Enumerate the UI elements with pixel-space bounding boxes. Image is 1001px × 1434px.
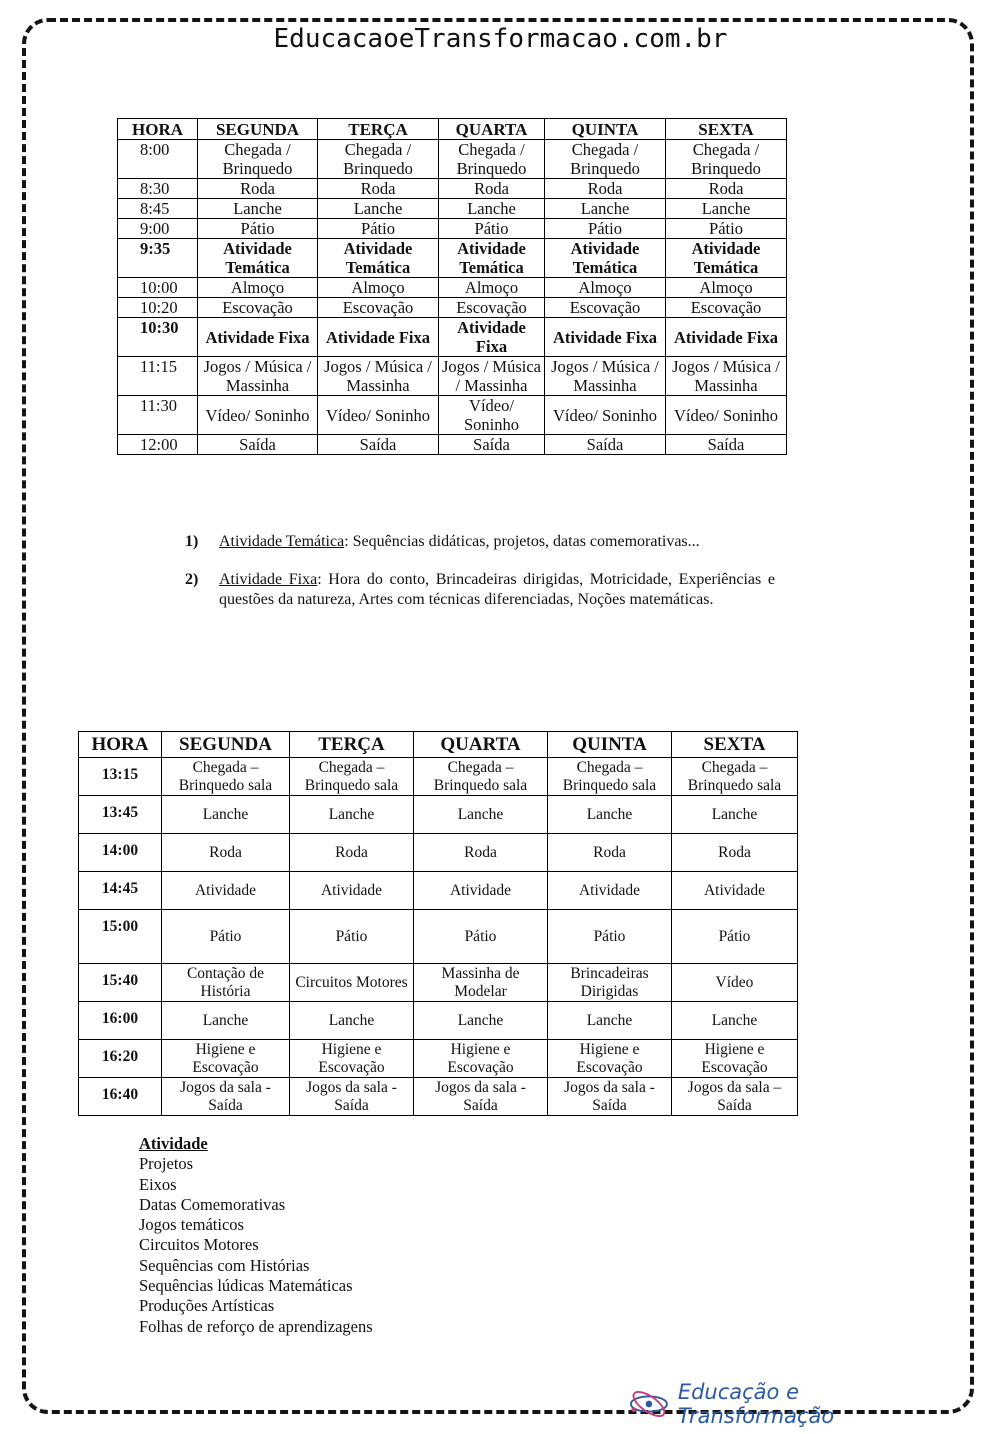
hour-cell: 13:15	[79, 758, 162, 796]
afternoon-schedule-table	[78, 731, 798, 1116]
activity-cell: Higiene e Escovação	[290, 1040, 414, 1078]
activity-cell: Roda	[439, 179, 545, 199]
table-row	[79, 1002, 798, 1040]
list-item: Sequências lúdicas Matemáticas	[139, 1276, 353, 1296]
list-item: Jogos temáticos	[139, 1215, 244, 1235]
activity-cell: Lanche	[548, 796, 672, 834]
table-row	[79, 872, 798, 910]
activity-cell: Jogos / Música / Massinha	[318, 357, 439, 396]
table-row	[118, 357, 787, 396]
note-text	[219, 570, 775, 610]
activity-cell: Lanche	[548, 1002, 672, 1040]
hour-cell: 10:20	[118, 298, 198, 318]
activity-cell: Chegada / Brinquedo	[318, 140, 439, 179]
activity-cell: Lanche	[414, 796, 548, 834]
activity-cell: Atividade Fixa	[666, 318, 787, 357]
activity-cell: Roda	[290, 834, 414, 872]
table-row	[79, 910, 798, 964]
activity-cell: Roda	[545, 179, 666, 199]
activity-cell: Jogos / Música / Massinha	[545, 357, 666, 396]
activity-cell: Jogos / Música / Massinha	[666, 357, 787, 396]
activity-cell: Lanche	[318, 199, 439, 219]
activity-cell: Chegada / Brinquedo	[545, 140, 666, 179]
activity-cell: Lanche	[672, 796, 798, 834]
hour-cell: 16:20	[79, 1040, 162, 1078]
list-item: Produções Artísticas	[139, 1296, 275, 1316]
note-item	[185, 532, 775, 552]
activity-cell: Brincadeiras Dirigidas	[548, 964, 672, 1002]
list-item: Sequências com Histórias	[139, 1255, 310, 1275]
activity-cell: Jogos / Música / Massinha	[198, 357, 318, 396]
activity-cell: Vídeo/ Soninho	[545, 396, 666, 435]
hour-cell: 8:45	[118, 199, 198, 219]
hour-cell: 10:00	[118, 278, 198, 298]
hour-cell: 11:15	[118, 357, 198, 396]
activity-cell: Lanche	[198, 199, 318, 219]
table-row	[118, 278, 787, 298]
table-row	[118, 219, 787, 239]
atom-orbit-icon	[628, 1386, 670, 1422]
activity-cell: Vídeo	[672, 964, 798, 1002]
afternoon-col-header: HORA	[79, 732, 162, 758]
table-row	[118, 140, 787, 179]
table-row	[79, 964, 798, 1002]
activity-cell: Atividade Fixa	[198, 318, 318, 357]
activity-cell: Atividade	[672, 872, 798, 910]
morning-col-header: HORA	[118, 119, 198, 140]
activity-cell: Higiene e Escovação	[162, 1040, 290, 1078]
activity-cell: Saída	[318, 435, 439, 455]
activity-cell: Pátio	[414, 910, 548, 964]
activity-cell: Escovação	[545, 298, 666, 318]
hour-cell: 15:40	[79, 964, 162, 1002]
activity-cell: Chegada – Brinquedo sala	[162, 758, 290, 796]
activity-cell: Roda	[666, 179, 787, 199]
table-row	[118, 435, 787, 455]
table-row	[79, 834, 798, 872]
activity-cell: Pátio	[672, 910, 798, 964]
activity-cell: Lanche	[414, 1002, 548, 1040]
activity-cell: Lanche	[290, 1002, 414, 1040]
hour-cell: 16:40	[79, 1078, 162, 1116]
activity-cell: Pátio	[162, 910, 290, 964]
activity-cell: Chegada / Brinquedo	[666, 140, 787, 179]
activity-cell: Lanche	[666, 199, 787, 219]
activity-cell: Vídeo/ Soninho	[439, 396, 545, 435]
note-item	[185, 570, 775, 610]
list-item: Datas Comemorativas	[139, 1194, 286, 1214]
note-description: : Hora do conto, Brincadeiras dirigidas, Motricidade, Experiências e questões da natureza, Artes com técnicas diferenciadas, Noções matemáticas.	[219, 571, 775, 608]
activity-cell: Atividade Temática	[666, 239, 787, 278]
activity-cell: Atividade Temática	[439, 239, 545, 278]
afternoon-col-header: SEGUNDA	[162, 732, 290, 758]
table-row	[118, 199, 787, 219]
activity-cell: Massinha de Modelar	[414, 964, 548, 1002]
activity-cell: Vídeo/ Soninho	[318, 396, 439, 435]
activity-cell: Escovação	[439, 298, 545, 318]
activity-cell: Pátio	[548, 910, 672, 964]
activity-cell: Lanche	[439, 199, 545, 219]
note-description: : Sequências didáticas, projetos, datas comemorativas...	[344, 533, 700, 550]
footer-brand	[628, 1380, 948, 1428]
activity-cell: Atividade Temática	[318, 239, 439, 278]
table-row	[118, 179, 787, 199]
table-row	[79, 1040, 798, 1078]
hour-cell: 8:30	[118, 179, 198, 199]
activity-cell: Circuitos Motores	[290, 964, 414, 1002]
morning-header-row	[118, 119, 787, 140]
activity-cell: Higiene e Escovação	[548, 1040, 672, 1078]
activity-cell: Lanche	[162, 796, 290, 834]
activity-cell: Vídeo/ Soninho	[666, 396, 787, 435]
activity-cell: Almoço	[318, 278, 439, 298]
activity-cell: Chegada – Brinquedo sala	[548, 758, 672, 796]
list-item: Eixos	[139, 1174, 177, 1194]
activity-cell: Pátio	[198, 219, 318, 239]
activity-cell: Almoço	[439, 278, 545, 298]
note-term: Atividade Fixa	[219, 571, 318, 588]
afternoon-col-header: SEXTA	[672, 732, 798, 758]
activity-cell: Atividade Fixa	[318, 318, 439, 357]
activity-list	[139, 1134, 373, 1337]
activity-cell: Jogos da sala - Saída	[414, 1078, 548, 1116]
activity-cell: Roda	[162, 834, 290, 872]
hour-cell: 15:00	[79, 910, 162, 964]
activity-cell: Pátio	[318, 219, 439, 239]
table-row	[118, 396, 787, 435]
hour-cell: 11:30	[118, 396, 198, 435]
morning-col-header: QUINTA	[545, 119, 666, 140]
activity-cell: Contação de História	[162, 964, 290, 1002]
activity-cell: Roda	[672, 834, 798, 872]
activity-cell: Pátio	[666, 219, 787, 239]
activity-cell: Lanche	[162, 1002, 290, 1040]
activity-cell: Chegada / Brinquedo	[198, 140, 318, 179]
activity-cell: Pátio	[439, 219, 545, 239]
activity-cell: Saída	[198, 435, 318, 455]
activity-cell: Roda	[318, 179, 439, 199]
morning-col-header: SEGUNDA	[198, 119, 318, 140]
morning-col-header: QUARTA	[439, 119, 545, 140]
hour-cell: 16:00	[79, 1002, 162, 1040]
activity-cell: Jogos da sala - Saída	[548, 1078, 672, 1116]
activity-cell: Saída	[545, 435, 666, 455]
activity-cell: Atividade Fixa	[439, 318, 545, 357]
activity-cell: Atividade Fixa	[545, 318, 666, 357]
activity-cell: Chegada – Brinquedo sala	[672, 758, 798, 796]
table-row	[79, 758, 798, 796]
activity-cell: Lanche	[290, 796, 414, 834]
activity-cell: Escovação	[666, 298, 787, 318]
activity-cell: Jogos da sala - Saída	[290, 1078, 414, 1116]
note-number: 1)	[185, 533, 199, 550]
table-row	[118, 298, 787, 318]
activity-cell: Roda	[548, 834, 672, 872]
morning-col-header: TERÇA	[318, 119, 439, 140]
activity-cell: Saída	[439, 435, 545, 455]
hour-cell: 13:45	[79, 796, 162, 834]
activity-cell: Atividade Temática	[545, 239, 666, 278]
activity-cell: Roda	[198, 179, 318, 199]
table-row	[118, 239, 787, 278]
activity-cell: Vídeo/ Soninho	[198, 396, 318, 435]
afternoon-col-header: QUARTA	[414, 732, 548, 758]
activity-cell: Almoço	[198, 278, 318, 298]
activity-cell: Atividade	[548, 872, 672, 910]
activity-cell: Higiene e Escovação	[672, 1040, 798, 1078]
activity-cell: Lanche	[672, 1002, 798, 1040]
afternoon-header-row	[79, 732, 798, 758]
activity-cell: Escovação	[318, 298, 439, 318]
activity-cell: Atividade Temática	[198, 239, 318, 278]
note-number: 2)	[185, 571, 199, 588]
hour-cell: 9:00	[118, 219, 198, 239]
brand-name: Educação e Transformação	[677, 1380, 835, 1428]
table-row	[118, 318, 787, 357]
hour-cell: 9:35	[118, 239, 198, 278]
activity-cell: Almoço	[545, 278, 666, 298]
activity-cell: Higiene e Escovação	[414, 1040, 548, 1078]
activity-cell: Jogos da sala - Saída	[162, 1078, 290, 1116]
activity-cell: Roda	[414, 834, 548, 872]
afternoon-body	[79, 758, 798, 1116]
activity-cell: Chegada / Brinquedo	[439, 140, 545, 179]
hour-cell: 10:30	[118, 318, 198, 357]
notes-list	[185, 532, 775, 628]
activity-cell: Lanche	[545, 199, 666, 219]
activity-cell: Pátio	[290, 910, 414, 964]
list-item: Folhas de reforço de aprendizagens	[139, 1316, 373, 1336]
morning-body	[118, 140, 787, 455]
activity-cell: Saída	[666, 435, 787, 455]
activity-cell: Almoço	[666, 278, 787, 298]
morning-schedule-table	[117, 118, 787, 455]
afternoon-col-header: QUINTA	[548, 732, 672, 758]
activity-cell: Atividade	[162, 872, 290, 910]
activity-cell: Atividade	[414, 872, 548, 910]
afternoon-col-header: TERÇA	[290, 732, 414, 758]
hour-cell: 14:00	[79, 834, 162, 872]
note-term: Atividade Temática	[219, 533, 345, 550]
activity-cell: Jogos / Música / Massinha	[439, 357, 545, 396]
list-item: Projetos	[139, 1154, 194, 1174]
morning-col-header: SEXTA	[666, 119, 787, 140]
note-text	[219, 532, 775, 552]
activity-cell: Atividade	[290, 872, 414, 910]
hour-cell: 8:00	[118, 140, 198, 179]
activity-cell: Chegada – Brinquedo sala	[414, 758, 548, 796]
activity-cell: Chegada – Brinquedo sala	[290, 758, 414, 796]
site-url-header: EducacaoeTransformacao.com.br	[273, 24, 728, 54]
activity-cell: Jogos da sala – Saída	[672, 1078, 798, 1116]
table-row	[79, 796, 798, 834]
activity-cell: Escovação	[198, 298, 318, 318]
hour-cell: 14:45	[79, 872, 162, 910]
list-item: Circuitos Motores	[139, 1235, 259, 1255]
activity-list-heading: Atividade	[139, 1134, 208, 1153]
hour-cell: 12:00	[118, 435, 198, 455]
table-row	[79, 1078, 798, 1116]
activity-cell: Pátio	[545, 219, 666, 239]
